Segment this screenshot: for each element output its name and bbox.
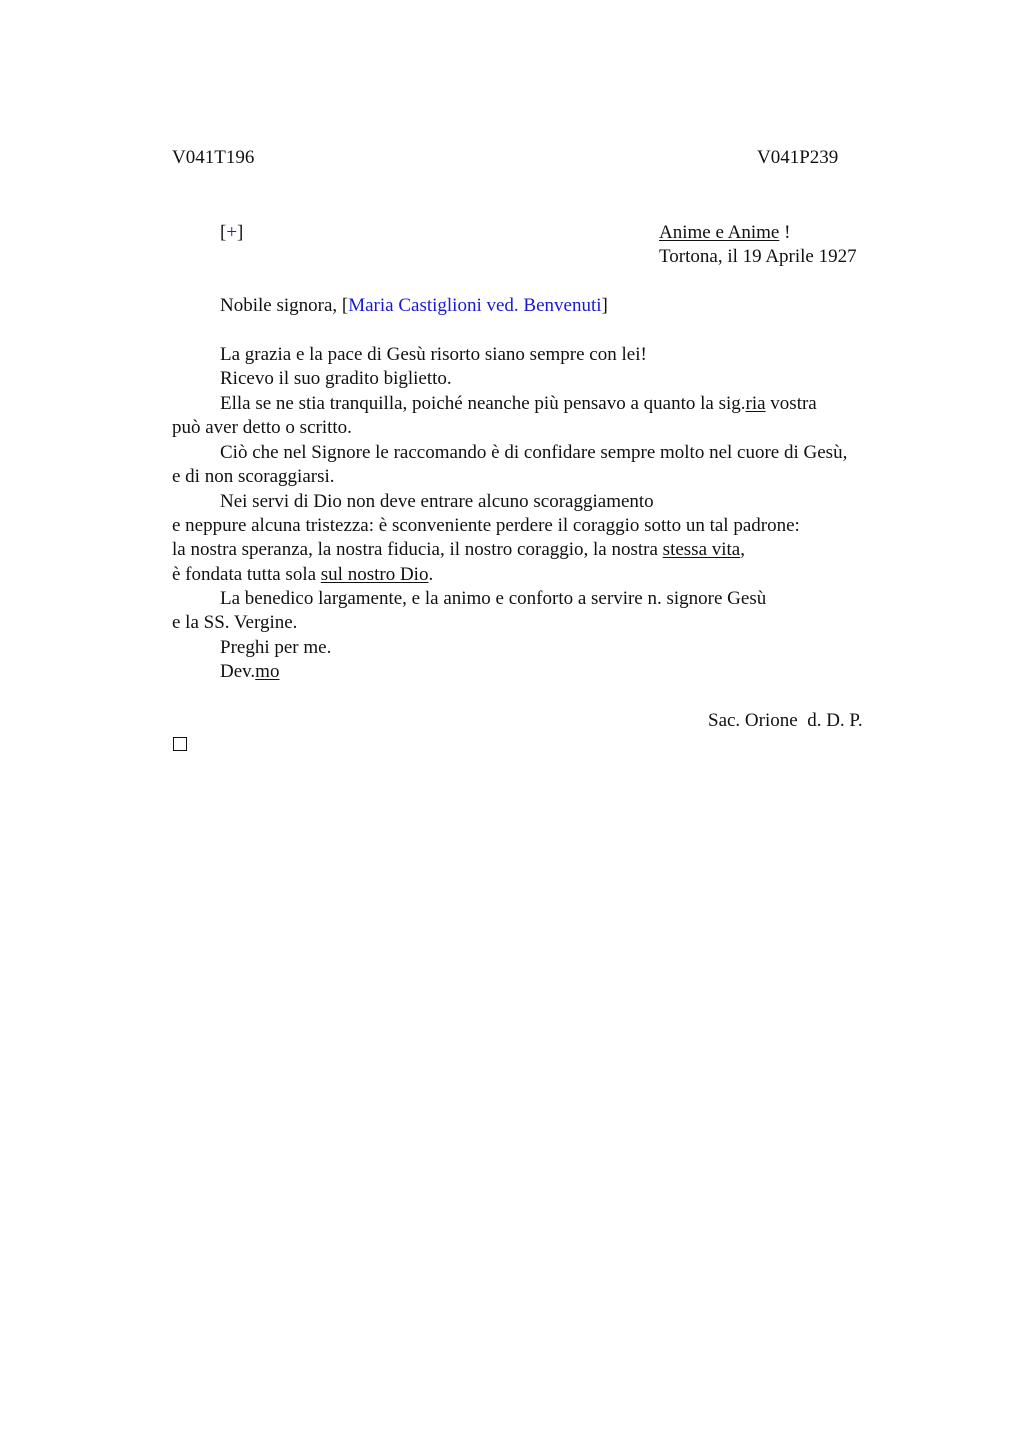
header-right-code: V041P239: [757, 147, 839, 168]
salutation: [220, 294, 608, 318]
motto: [659, 221, 790, 245]
body-line: Ciò che nel Signore le raccomando è di confidare sempre molto nel cuore di Gesù,: [220, 442, 848, 463]
body-line: Nei servi di Dio non deve entrare alcuno scoraggiamento: [220, 491, 654, 512]
body-text: vostra: [765, 393, 817, 414]
body-line: [172, 538, 745, 562]
cross-mark: [220, 221, 243, 245]
body-line: e neppure alcuna tristezza: è sconveniente perdere il coraggio sotto un tal padrone:: [172, 515, 800, 536]
closing: [220, 660, 279, 684]
body-text: è fondata tutta sola: [172, 564, 321, 585]
body-line: può aver detto o scritto.: [172, 417, 352, 438]
cross-close-bracket: ]: [237, 222, 244, 243]
body-line: La grazia e la pace di Gesù risorto siano sempre con lei!: [220, 344, 647, 365]
body-underlined: sul nostro Dio: [320, 564, 429, 585]
motto-end: !: [779, 222, 791, 243]
closing-text: Dev.: [220, 661, 256, 682]
recipient-link[interactable]: Maria Castiglioni ved. Benvenuti: [348, 295, 602, 316]
cross-link[interactable]: +: [226, 222, 238, 243]
body-line: Preghi per me.: [220, 637, 332, 658]
body-text: ,: [740, 539, 745, 560]
body-line: [220, 392, 817, 416]
body-underlined: ria: [745, 393, 766, 414]
salutation-text: Nobile signora, [: [220, 295, 349, 316]
body-line: e la SS. Vergine.: [172, 612, 298, 633]
cross-open-bracket: [: [220, 222, 227, 243]
salutation-close: ]: [601, 295, 608, 316]
body-text: la nostra speranza, la nostra fiducia, il nostro coraggio, la nostra: [172, 539, 663, 560]
body-text: .: [428, 564, 434, 585]
place-date: Tortona, il 19 Aprile 1927: [659, 246, 857, 267]
body-line: La benedico largamente, e la animo e conforto a servire n. signore Gesù: [220, 588, 767, 609]
closing-underlined: mo: [255, 661, 280, 682]
body-line: [172, 563, 433, 587]
body-line: e di non scoraggiarsi.: [172, 466, 335, 487]
body-line: Ricevo il suo gradito biglietto.: [220, 368, 452, 389]
signature: Sac. Orione d. D. P.: [708, 710, 863, 731]
body-text: Ella se ne stia tranquilla, poiché neanche più pensavo a quanto la sig.: [220, 393, 746, 414]
motto-underlined: Anime e Anime: [659, 222, 780, 243]
body-underlined: stessa vita: [662, 539, 741, 560]
end-box-icon: [173, 737, 187, 751]
header-left-code: V041T196: [172, 147, 255, 168]
